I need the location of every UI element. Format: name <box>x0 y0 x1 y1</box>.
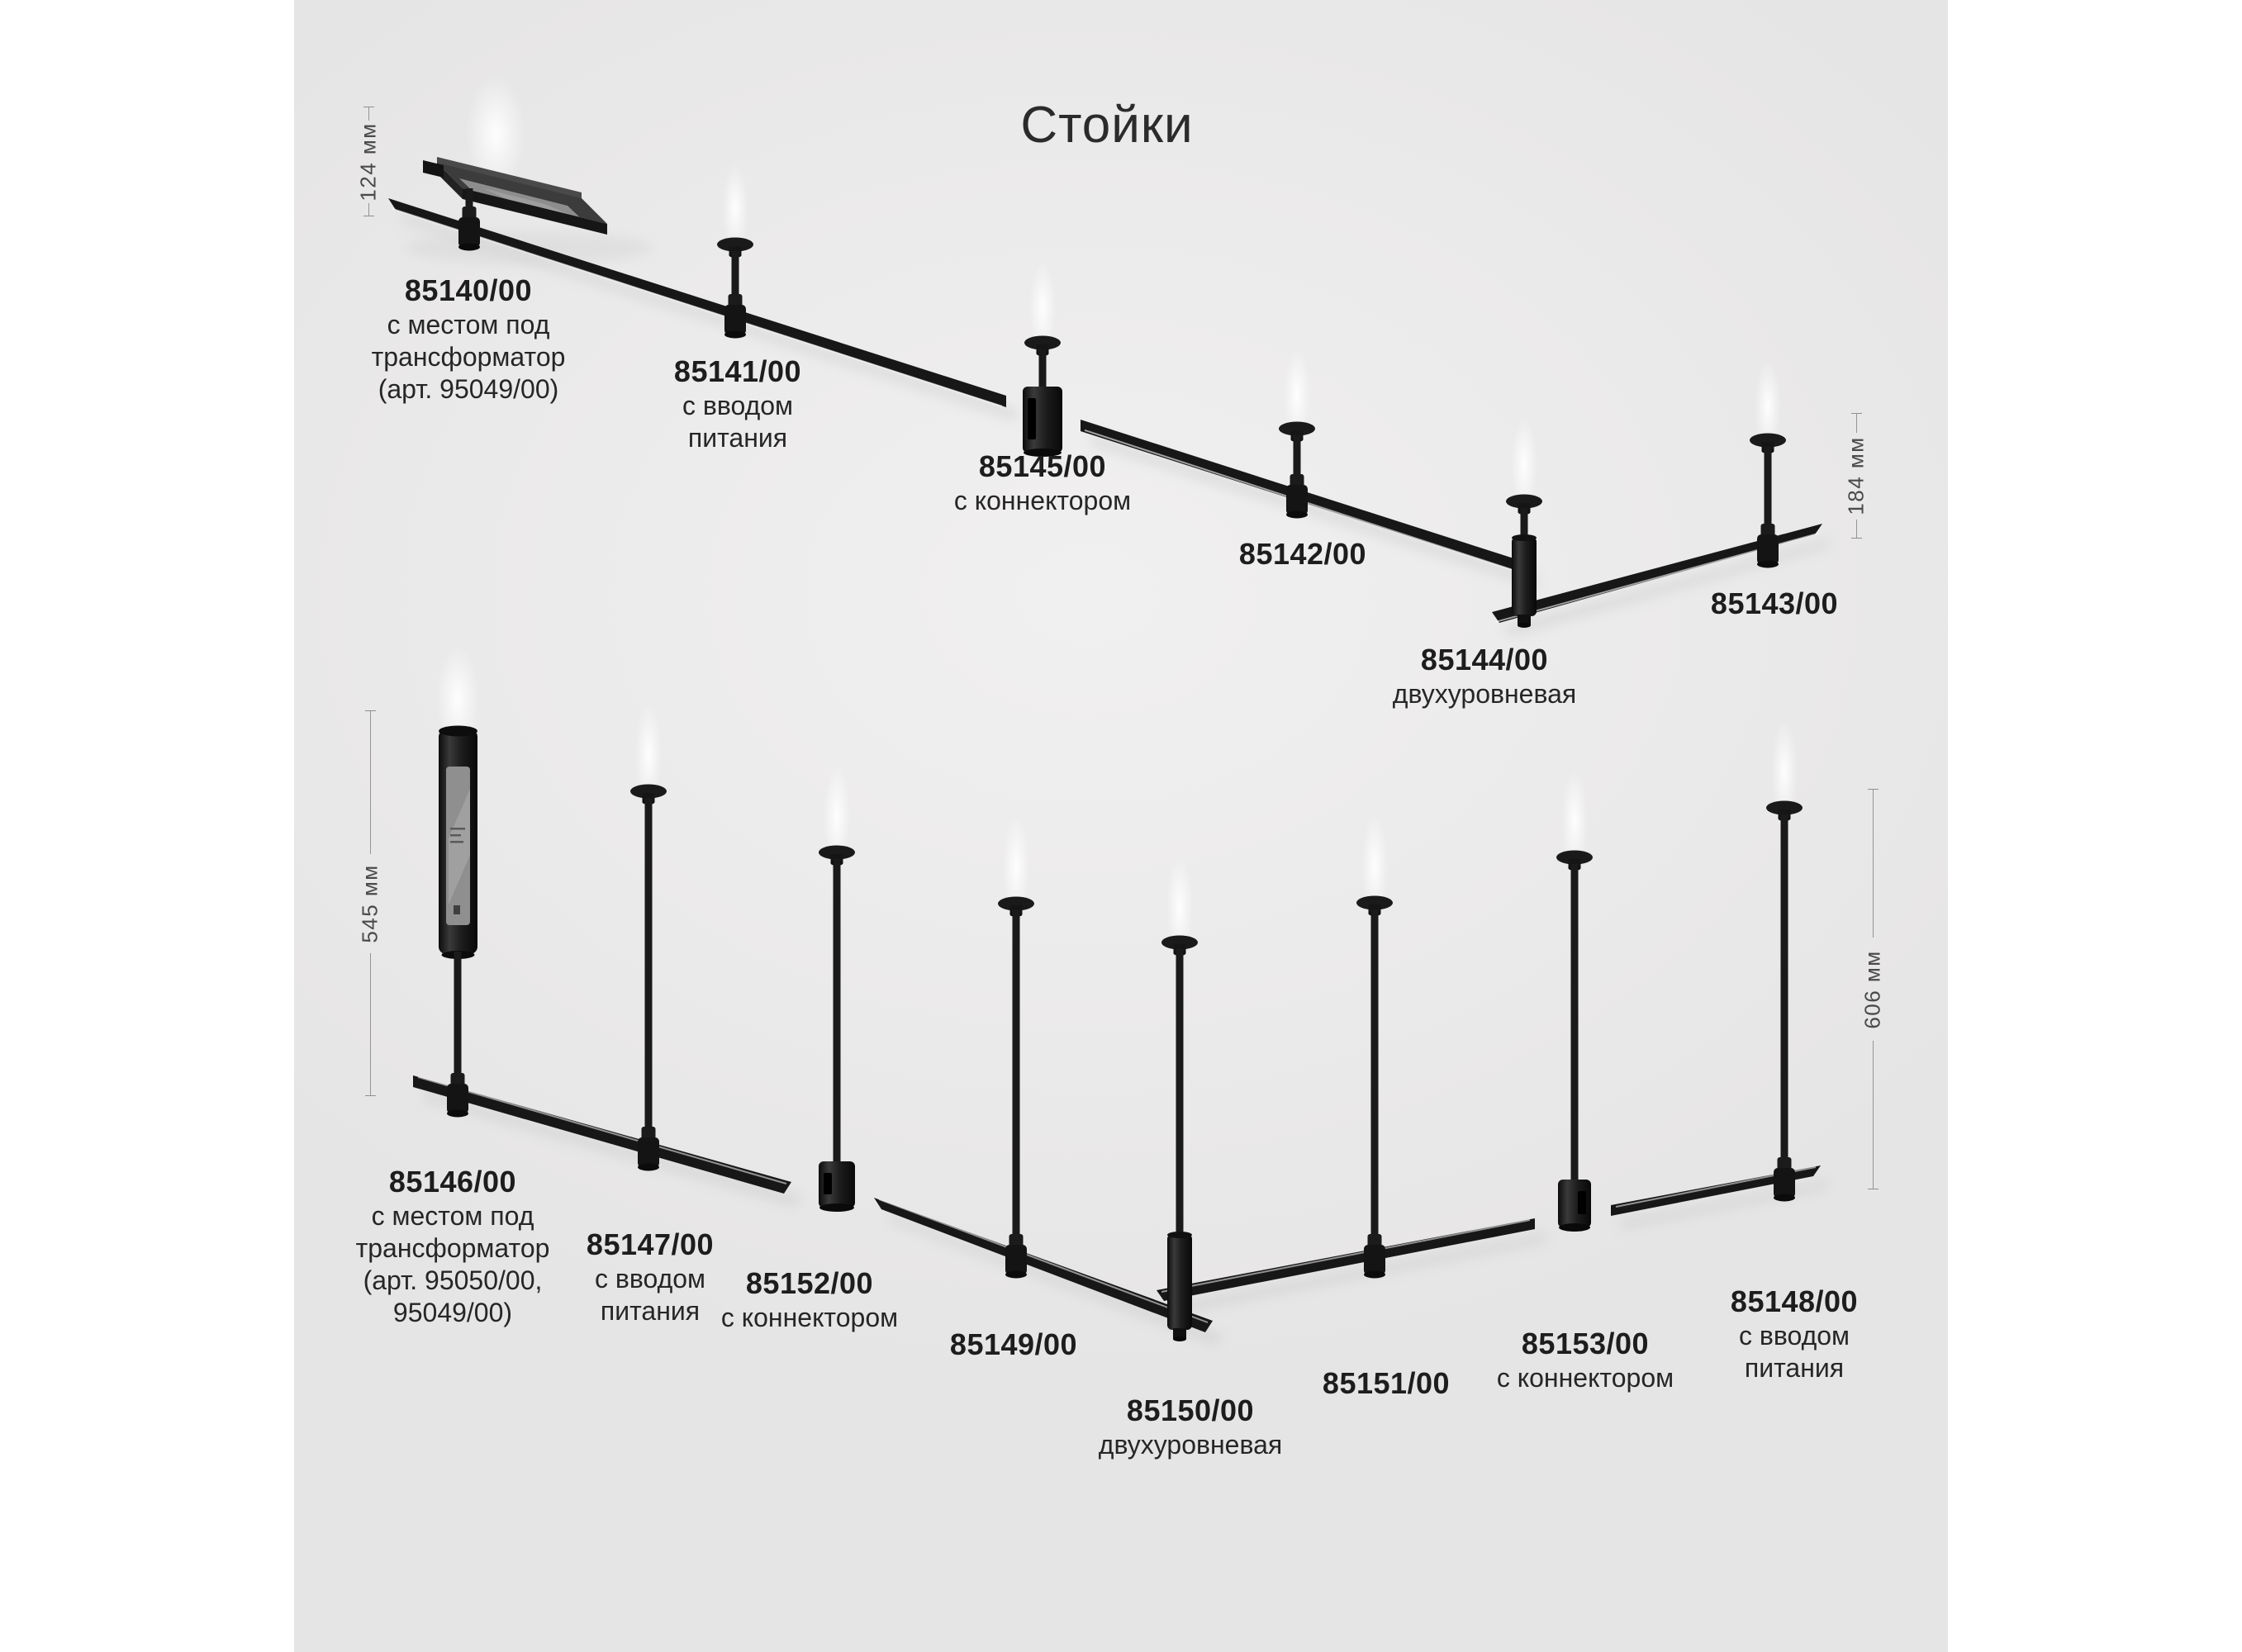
track-joint <box>724 294 746 339</box>
product-code: 85151/00 <box>1322 1366 1451 1400</box>
product-label-85145 <box>954 449 1131 517</box>
track-joint <box>638 1127 659 1171</box>
dimension-tick <box>1851 538 1862 539</box>
stand-stem <box>454 952 462 1078</box>
product-desc-line: 95049/00) <box>392 1298 513 1327</box>
track-highlight <box>879 1199 1208 1322</box>
dimension-label: 545 мм <box>357 863 382 943</box>
connector-socket-hole <box>1578 1191 1586 1214</box>
product-desc-line: двухуровневая <box>1098 1430 1283 1460</box>
stand-stem <box>834 859 841 1166</box>
product-desc-line: (арт. 95050/00, <box>363 1265 543 1295</box>
product-desc-line: с вводом <box>1738 1321 1850 1351</box>
product-label-85144 <box>1393 642 1576 710</box>
product-code: 85146/00 <box>388 1165 517 1199</box>
dimension-tick <box>365 1095 376 1096</box>
stand-stem <box>1013 910 1020 1239</box>
product-label-85147 <box>587 1227 714 1327</box>
track-joint <box>447 1073 468 1118</box>
stand-stem <box>1039 349 1047 392</box>
product-desc-line: трансформатор <box>355 1233 550 1263</box>
product-code: 85142/00 <box>1238 537 1367 571</box>
product-desc-line: (арт. 95049/00) <box>378 374 559 404</box>
connector-stand <box>1023 336 1062 458</box>
dimension-marker-124mm <box>355 107 381 216</box>
dimension-label-wrap <box>357 854 382 953</box>
stand-stem <box>645 798 653 1132</box>
product-code: 85150/00 <box>1126 1393 1255 1427</box>
track-level1-bottom-row-b <box>874 1198 1213 1332</box>
standard-stand <box>1766 801 1803 1202</box>
stand-stem <box>1371 909 1379 1239</box>
product-label-85149 <box>950 1327 1077 1363</box>
product-desc-line: питания <box>1744 1353 1845 1383</box>
connector-stand <box>819 846 855 1213</box>
dimension-line <box>370 953 371 1096</box>
product-label-85152 <box>721 1265 898 1334</box>
dimension-line <box>368 107 369 121</box>
dimension-line <box>370 711 371 854</box>
dimension-label-wrap <box>355 121 381 203</box>
product-desc-line: трансформатор <box>371 342 566 372</box>
product-label-85142 <box>1239 536 1366 572</box>
product-code: 85140/00 <box>404 273 533 307</box>
product-label-85148 <box>1731 1284 1858 1384</box>
standard-stand <box>1356 896 1393 1279</box>
product-label-85153 <box>1497 1326 1674 1394</box>
product-code: 85153/00 <box>1521 1327 1650 1360</box>
product-desc-line: с местом под <box>387 310 550 339</box>
product-desc-line: с коннектором <box>953 486 1132 515</box>
product-desc-line: питания <box>687 423 788 453</box>
product-code: 85149/00 <box>949 1327 1078 1361</box>
product-code: 85145/00 <box>978 449 1107 483</box>
two-level-post <box>1167 1232 1192 1341</box>
dimension-label-wrap <box>1843 433 1869 520</box>
product-label-85140 <box>372 273 566 406</box>
product-desc-line: с коннектором <box>720 1303 899 1332</box>
connector-socket-hole <box>1028 398 1036 439</box>
track-joint <box>1005 1234 1027 1279</box>
connector-stand <box>1556 851 1593 1232</box>
connector-socket-hole <box>824 1173 832 1194</box>
dimension-line <box>1856 414 1857 433</box>
transformer-cylinder <box>439 726 477 960</box>
product-desc-line: с коннектором <box>1496 1363 1674 1393</box>
product-label-85151 <box>1323 1365 1450 1402</box>
product-label-85150 <box>1099 1393 1282 1461</box>
tracks <box>388 198 1822 1332</box>
stand-stem <box>732 251 739 299</box>
dimension-line <box>368 203 369 216</box>
stand-85150 <box>1161 936 1198 1342</box>
dimension-label: 606 мм <box>1860 949 1885 1029</box>
product-desc-line: двухуровневая <box>1392 679 1577 709</box>
product-desc-line: с местом под <box>371 1201 534 1231</box>
soft-shadows <box>399 212 1833 1346</box>
page-title: Стойки <box>1020 97 1194 154</box>
scene-root <box>388 74 1833 1346</box>
dimension-marker-184mm <box>1843 413 1869 539</box>
dimension-line <box>1873 1041 1874 1189</box>
dimension-marker-545mm <box>357 710 382 1096</box>
product-code: 85152/00 <box>745 1266 874 1300</box>
product-code: 85148/00 <box>1730 1284 1859 1318</box>
product-label-85141 <box>674 354 801 454</box>
track-joint <box>1364 1234 1385 1279</box>
standard-stand <box>630 785 667 1171</box>
stand-85146 <box>447 952 468 1118</box>
dimension-label-wrap <box>1860 938 1885 1041</box>
two-level-post <box>1512 534 1537 628</box>
product-desc-line: с вводом <box>594 1264 706 1294</box>
track-joint <box>1757 524 1779 568</box>
product-code: 85147/00 <box>586 1227 715 1261</box>
stand-stem <box>1176 949 1184 1241</box>
product-label-85143 <box>1711 586 1838 622</box>
dimension-line <box>1856 520 1857 539</box>
product-desc-line: с вводом <box>682 391 794 420</box>
stand-stem <box>1765 447 1772 529</box>
standard-stand <box>998 897 1034 1279</box>
stand-stem <box>1781 814 1788 1162</box>
product-desc-line: питания <box>600 1296 701 1326</box>
track-joint <box>1774 1157 1795 1202</box>
dimension-label: 124 мм <box>355 121 381 202</box>
product-code: 85143/00 <box>1710 586 1839 620</box>
product-code: 85141/00 <box>673 354 802 388</box>
track-joint <box>1286 474 1308 519</box>
dimension-line <box>1873 790 1874 938</box>
product-label-85146 <box>356 1164 550 1329</box>
product-code: 85144/00 <box>1420 643 1549 676</box>
dimension-label: 184 мм <box>1843 436 1869 515</box>
stand-stem <box>1571 864 1579 1184</box>
dimension-marker-606mm <box>1860 789 1885 1189</box>
track-shadow <box>1167 1232 1546 1315</box>
track-joint <box>458 206 480 251</box>
stand-stem <box>1294 435 1301 479</box>
